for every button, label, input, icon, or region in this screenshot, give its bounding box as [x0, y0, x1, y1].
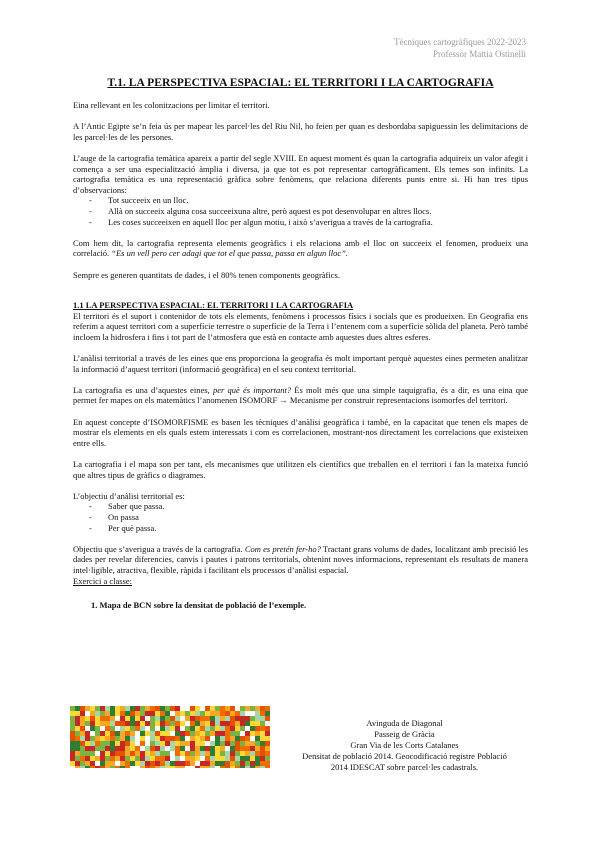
paragraph: Sempre es generen quantitats de dades, i el 80% tenen components geogràfics. [73, 269, 340, 280]
professor-name: Professor Mattia Ostinelli [433, 49, 526, 59]
paragraph [73, 544, 528, 576]
caption-line: Avinguda de Diagonal [366, 718, 443, 728]
quote-text: “Es un vell pero cer adagi que tot el que passa, passa en algun lloc”. [109, 248, 348, 259]
map-caption [282, 718, 527, 773]
question-text: per què és important? [209, 384, 292, 395]
paragraph-text: És molt més que una simple taquigrafia, és a dir, es una eina que permet fer mapes on els matemàtics l’anomenen ISOMORF → Mecanisme per construir representacions isomorfes del territori. [73, 384, 528, 406]
list-item: - Allà on succeeix alguna cosa succeeixuna altre, però aquest es pot desenvolupar en altres llocs. [73, 206, 528, 217]
caption-line: Densitat de població 2014. Geocodificació registre Població [302, 751, 507, 761]
course-name: Tècniques cartogràfiques 2022-2023 [394, 37, 526, 47]
paragraph [73, 385, 528, 406]
paragraph-text: Com hem dit, la cartografia representa elements geogràfics i els relaciona amb el lloc on succeeix el fenomen, produeix una correlació. [73, 237, 528, 259]
density-map-image [70, 706, 270, 768]
list-item: - Tot succeeix en un lloc. [73, 195, 528, 206]
page-header [394, 36, 526, 60]
map-parcel [265, 766, 270, 768]
paragraph-text: La cartografia es una d’aquestes eines, [73, 384, 210, 395]
caption-line: Gran Via de les Corts Catalanes [350, 740, 459, 750]
paragraph: A l’Antic Egipte se’n feia ús per mapear les parcel·les del Riu Nil, ho feien per quan es desbordaba sapiguessin les delimitacions de les parcel·les de les persones. [73, 121, 528, 142]
paragraph: L’auge de la cartografia temàtica apareix a partir del segle XVIII. En aquest moment és quan la cartografia adquireix un valor afegit i comença a ser una especialització àmplia i diversa, ja que tot es pot representar cartogràficament. Els temes son infinits. La cartografia temàtica es una representació gràfica sobre fenòmens, que relaciona diferents punts entre si. Hi han tres tipus d’observacions: [73, 152, 528, 195]
list-item: - On passa [73, 512, 528, 523]
paragraph-text: Tractant grans volums de dades, localitzant amb precisió les dades per revelar diferencies, canvis i pautes i patrons territorials, obtenint noves informacions, representant els resultats de manera intel·ligible, atractiva, flexible, ràpida i facilitant els processos d’anàlisi espacial. [73, 543, 529, 575]
paragraph: L’anàlisi territorial a través de les eines que ens proporciona la geografia és molt important perquè aquestes eines permeten analitzar la informació d’aquest territori (informació geogràfica) en el seu context territorial. [73, 353, 528, 374]
list-item: - Les coses succeeixen en aquell lloc per algun motiu, i això s’averigua a través de la cartografia. [73, 217, 528, 228]
paragraph: Eina rellevant en les colonitzacions per limitar el territori. [73, 100, 270, 110]
paragraph [73, 238, 528, 259]
list-item: - Per què passa. [73, 523, 528, 534]
objective-list [73, 501, 528, 533]
paragraph: El territori és el suport i contenidor de tots els elements, fenòmens i processos físics i socials que es produeixen. En Geografia ens referim a aquest territori com a superfície terrestre o superfície de la Terra i l’entenem com a superfície sòlida del planeta. Però també incloem la hidrosfera i fins i tot part de l’atmosfera que està en contacte amb aquestes dues altres esferes. [73, 310, 528, 342]
section-heading: 1.1 LA PERSPECTIVA ESPACIAL: EL TERRITORI I LA CARTOGRAFIA [73, 300, 354, 311]
document-title: T.1. LA PERSPECTIVA ESPACIAL: EL TERRITORI I LA CARTOGRAFIA [107, 76, 494, 89]
caption-line: 2014 IDESCAT sobre parcel·les cadastrals. [330, 762, 479, 772]
paragraph: La cartografia i el mapa son per tant, els mecanismes que utilitzen els científics que treballen en el territori i fan la mateixa funció que altres tipus de gràfics o diagrames. [73, 459, 528, 480]
exercise-item: 1. Mapa de BCN sobre la densitat de població de l’exemple. [91, 600, 307, 611]
document-body [73, 100, 528, 621]
observation-list [73, 195, 528, 227]
question-text: Com es pretén fer-ho? [242, 543, 321, 554]
paragraph: L’objectiu d’anàlisi territorial es: [73, 490, 185, 501]
exercise-heading: Exercici a classe: [73, 575, 132, 586]
list-item: - Saber que passa. [73, 501, 528, 512]
paragraph-text: Objectiu que s’averigua a través de la cartografia. [73, 543, 243, 554]
paragraph: En aquest concepte d’ISOMORFISME es basen les tècniques d’anàlisi geogràfica i també, en la capacitat que tenen els mapes de mostrar els elements en els quals estem interessats i com es correlacionen, mostrant-nos directament les correlacions que existeixen entre ells. [73, 416, 528, 448]
caption-line: Passeig de Gràcia [374, 729, 435, 739]
